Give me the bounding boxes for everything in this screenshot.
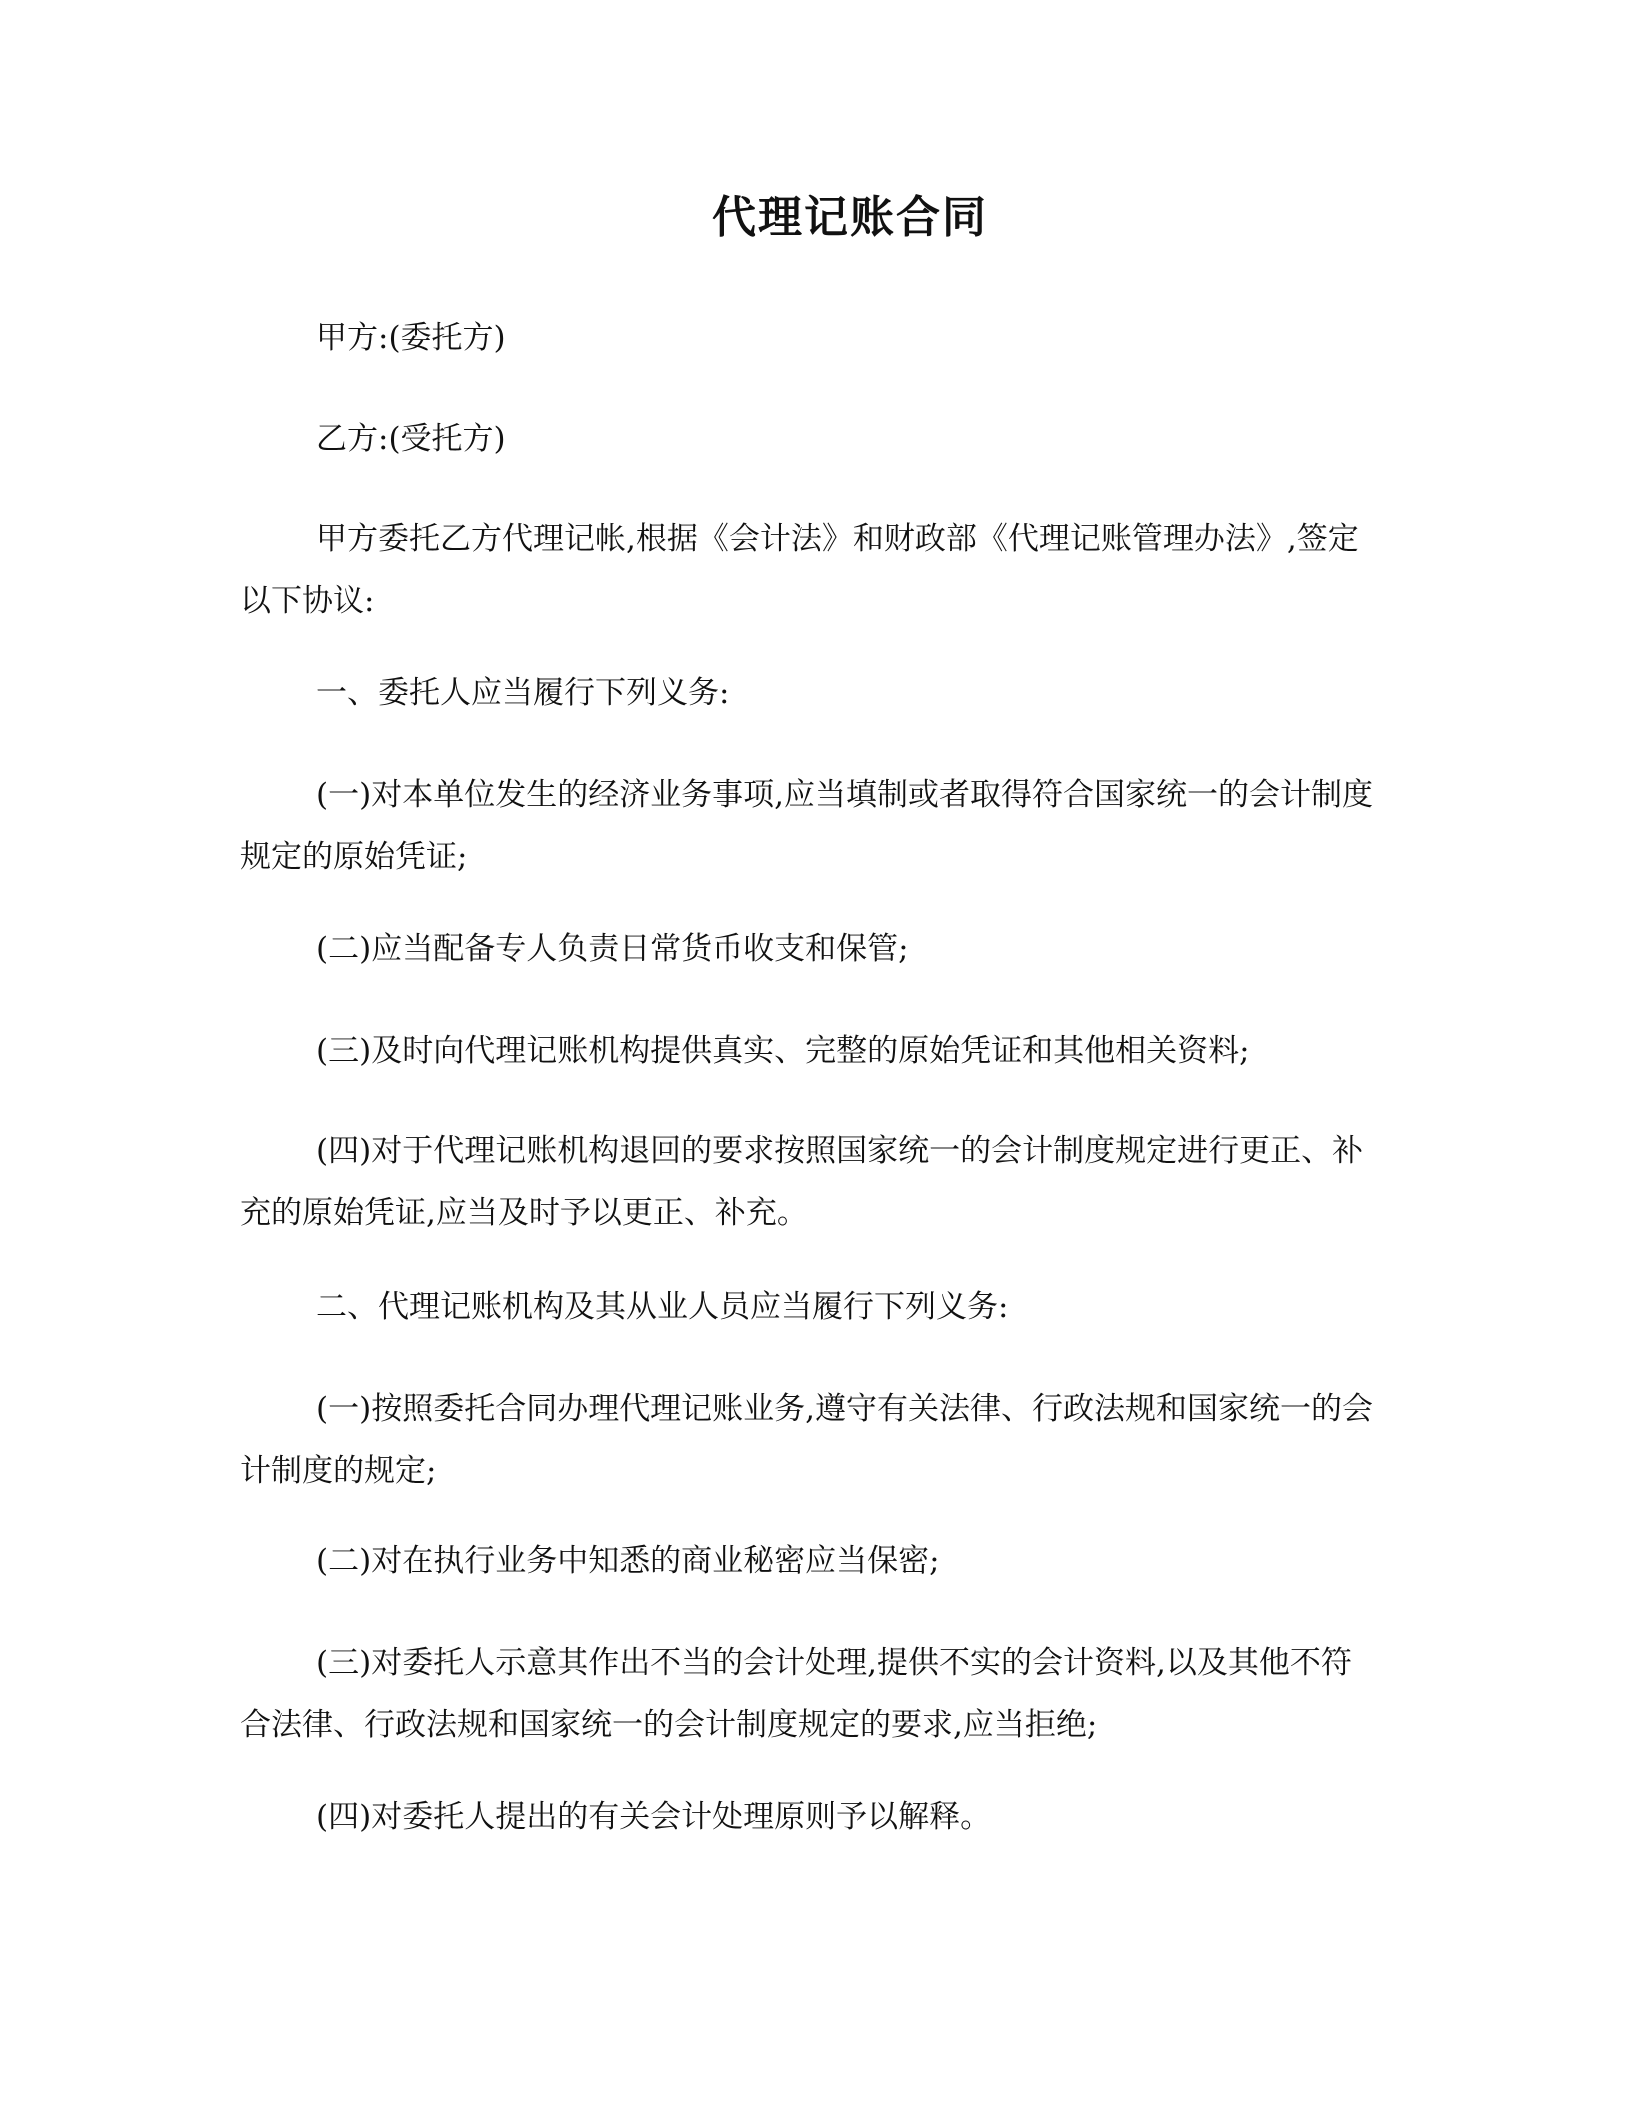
document-title: 代理记账合同: [712, 192, 988, 243]
section2-heading: 二、代理记账机构及其从业人员应当履行下列义务:: [316, 1289, 1009, 1325]
section2-item: (三)对委托人示意其作出不当的会计处理,提供不实的会计资料,以及其他不符合法律、行政法规和国家统一的会计制度规定的要求,应当拒绝;: [240, 1645, 1352, 1743]
section1-item: (三)及时向代理记账机构提供真实、完整的原始凭证和其他相关资料;: [316, 1033, 1250, 1069]
section2-item: (四)对委托人提出的有关会计处理原则予以解释。: [316, 1799, 992, 1835]
party-b: 乙方:(受托方): [316, 421, 506, 457]
section1-item: (一)对本单位发生的经济业务事项,应当填制或者取得符合国家统一的会计制度规定的原始凭证;: [240, 777, 1374, 875]
section1-item: (二)应当配备专人负责日常货币收支和保管;: [316, 931, 909, 967]
party-a: 甲方:(委托方): [316, 320, 506, 356]
preamble: 甲方委托乙方代理记帐,根据《会计法》和财政部《代理记账管理办法》,签定以下协议:: [240, 521, 1359, 619]
section1-heading: 一、委托人应当履行下列义务:: [316, 675, 730, 711]
section2-item: (一)按照委托合同办理代理记账业务,遵守有关法律、行政法规和国家统一的会计制度的规定;: [240, 1391, 1374, 1489]
section1-item: (四)对于代理记账机构退回的要求按照国家统一的会计制度规定进行更正、补充的原始凭证,应当及时予以更正、补充。: [240, 1133, 1364, 1231]
section2-item: (二)对在执行业务中知悉的商业秘密应当保密;: [316, 1543, 940, 1579]
